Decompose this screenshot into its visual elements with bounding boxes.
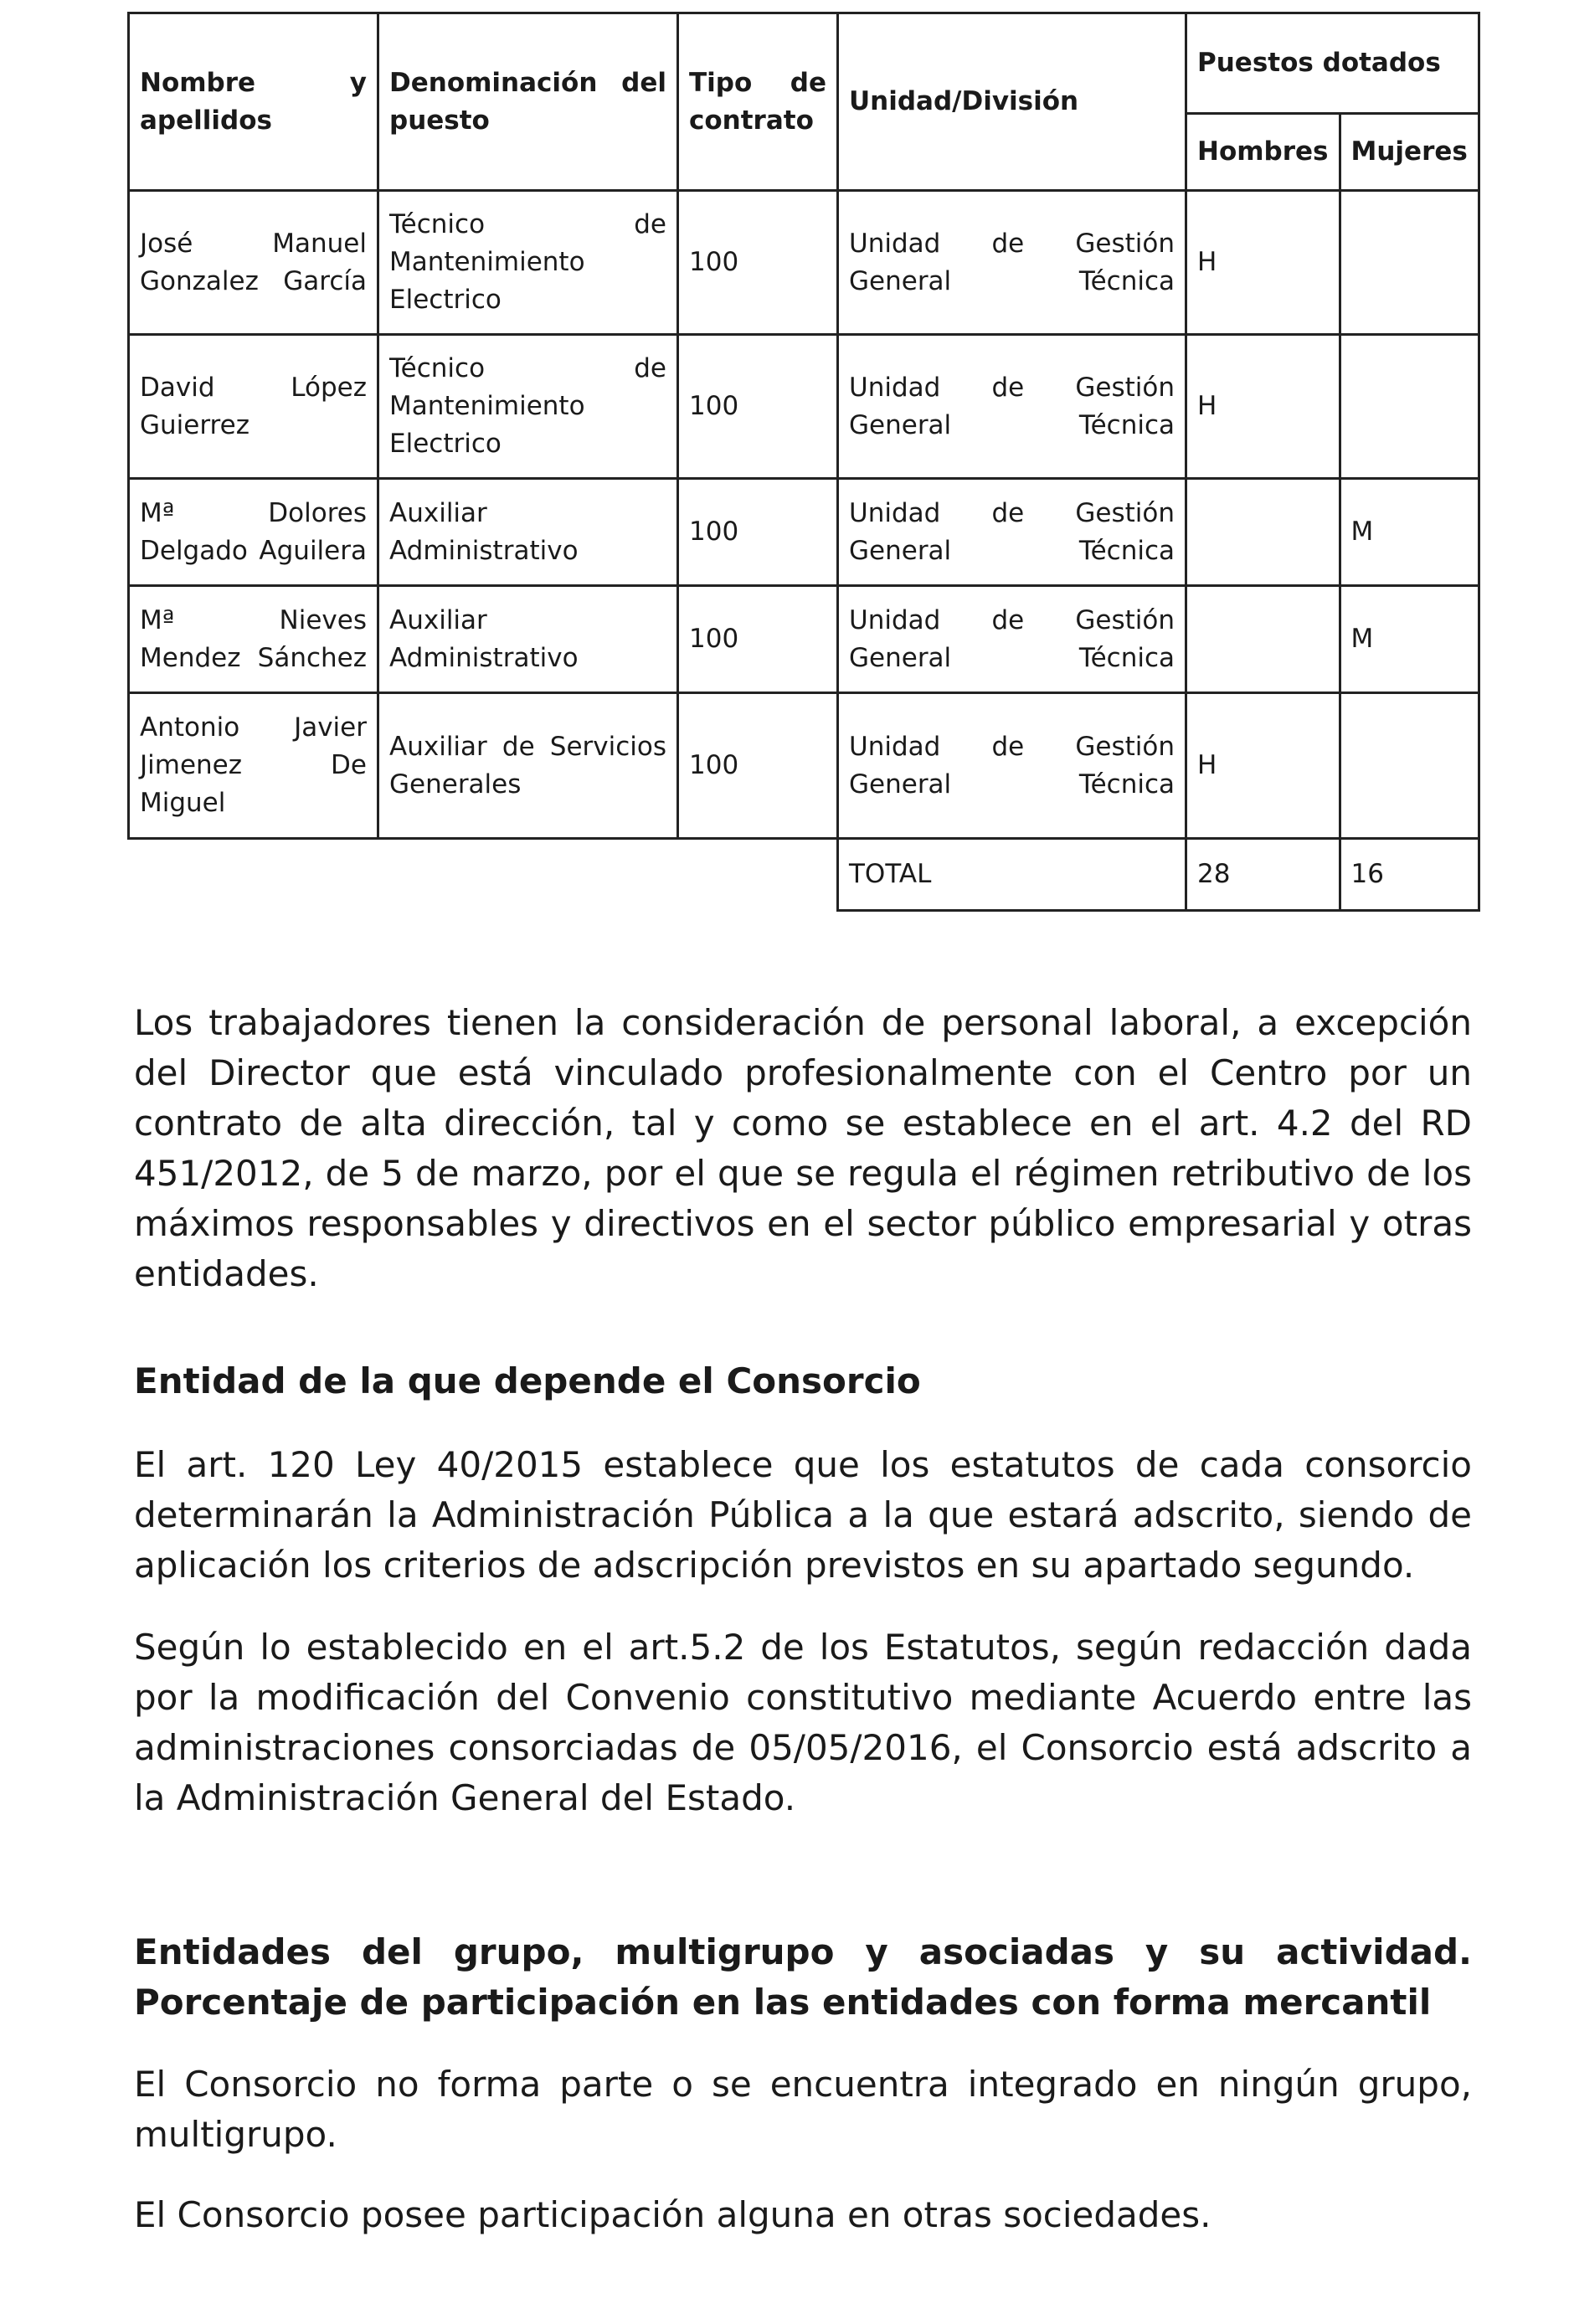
table-row <box>129 191 1479 335</box>
entidad-paragraph-2 <box>134 1622 1472 1823</box>
cell-men: H <box>1186 335 1340 479</box>
cell-name: David López Guierrez <box>129 335 378 479</box>
cell-name: Antonio Javier Jimenez De Miguel <box>129 693 378 839</box>
personal-text: Los trabajadores tienen la consideración de personal laboral, a excepción del Director que está vinculado profesionalmente con el Centro por un contrato de alta dirección, tal y como se establece en el art. 4.2 del RD 451/2012, de 5 de marzo, por el que se regula el régimen retributivo de los máximos responsables y directivos en el sector público empresarial y otras entidades. <box>134 1002 1472 1294</box>
table-row <box>129 586 1479 693</box>
cell-position: Auxiliar de Servicios Generales <box>378 693 678 839</box>
cell-position: Técnico de Mantenimiento Electrico <box>378 335 678 479</box>
total-spacer <box>129 839 838 911</box>
cell-name: Mª Dolores Delgado Aguilera <box>129 479 378 586</box>
header-contract: Tipo de contrato <box>678 13 838 191</box>
grupo-paragraph-2 <box>134 2190 1472 2240</box>
table-row <box>129 693 1479 839</box>
cell-men <box>1186 586 1340 693</box>
staff-table <box>127 12 1480 912</box>
cell-men: H <box>1186 693 1340 839</box>
table-total-row <box>129 839 1479 911</box>
personal-paragraph <box>134 998 1472 1299</box>
cell-contract: 100 <box>678 335 838 479</box>
header-position: Denominación del puesto <box>378 13 678 191</box>
header-women: Mujeres <box>1340 114 1479 191</box>
cell-contract: 100 <box>678 586 838 693</box>
grupo-text-1: El Consorcio no forma parte o se encuentra integrado en ningún grupo, multigrupo. <box>134 2064 1472 2155</box>
header-name: Nombre y apellidos <box>129 13 378 191</box>
total-men: 28 <box>1186 839 1340 911</box>
cell-unit: Unidad de Gestión General Técnica <box>838 191 1186 335</box>
cell-unit: Unidad de Gestión General Técnica <box>838 335 1186 479</box>
cell-name: José Manuel Gonzalez García <box>129 191 378 335</box>
cell-unit: Unidad de Gestión General Técnica <box>838 693 1186 839</box>
cell-men: H <box>1186 191 1340 335</box>
cell-contract: 100 <box>678 693 838 839</box>
cell-position: Auxiliar Administrativo <box>378 586 678 693</box>
cell-unit: Unidad de Gestión General Técnica <box>838 586 1186 693</box>
grupo-paragraph-1 <box>134 2059 1472 2160</box>
total-label: TOTAL <box>838 839 1186 911</box>
entidad-heading: Entidad de la que depende el Consorcio <box>134 1360 921 1401</box>
cell-name: Mª Nieves Mendez Sánchez <box>129 586 378 693</box>
cell-contract: 100 <box>678 479 838 586</box>
cell-men <box>1186 479 1340 586</box>
cell-unit: Unidad de Gestión General Técnica <box>838 479 1186 586</box>
cell-position: Técnico de Mantenimiento Electrico <box>378 191 678 335</box>
entidad-paragraph-1 <box>134 1440 1472 1591</box>
cell-women <box>1340 191 1479 335</box>
table-row <box>129 479 1479 586</box>
entidad-text-1: El art. 120 Ley 40/2015 establece que los estatutos de cada consorcio determinarán la Administración Pública a la que estará adscrito, siendo de aplicación los criterios de adscripción previstos en su apartado segundo. <box>134 1444 1472 1586</box>
cell-women: M <box>1340 479 1479 586</box>
cell-women: M <box>1340 586 1479 693</box>
table-row <box>129 335 1479 479</box>
cell-women <box>1340 693 1479 839</box>
total-women: 16 <box>1340 839 1479 911</box>
table-header-row <box>129 13 1479 114</box>
grupo-heading: Entidades del grupo, multigrupo y asociadas y su actividad. Porcentaje de participación en las entidades con forma mercantil <box>134 1931 1472 2023</box>
cell-contract: 100 <box>678 191 838 335</box>
header-unit: Unidad/División <box>838 13 1186 191</box>
entidad-text-2: Según lo establecido en el art.5.2 de los Estatutos, según redacción dada por la modificación del Convenio constitutivo mediante Acuerdo entre las administraciones consorciadas de 05/05/2016, el Consorcio está adscrito a la Administración General del Estado. <box>134 1627 1472 1818</box>
header-men: Hombres <box>1186 114 1340 191</box>
grupo-text-2: El Consorcio posee participación alguna en otras sociedades. <box>134 2194 1211 2235</box>
cell-women <box>1340 335 1479 479</box>
cell-position: Auxiliar Administrativo <box>378 479 678 586</box>
header-posts: Puestos dotados <box>1186 13 1479 114</box>
